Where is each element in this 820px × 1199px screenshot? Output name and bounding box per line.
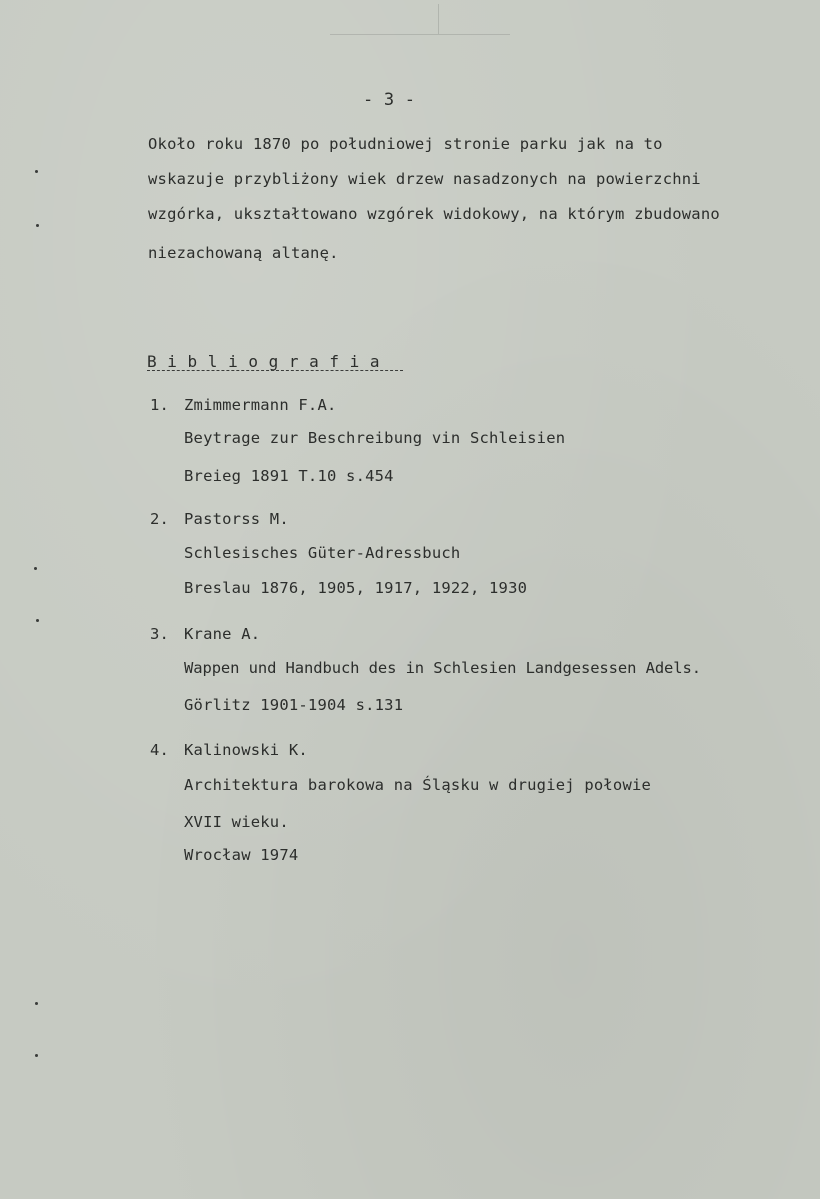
entry-line: Wrocław 1974: [184, 846, 299, 864]
entry-line: Schlesisches Güter-Adressbuch: [184, 544, 461, 562]
paragraph-line: Około roku 1870 po południowej stronie parku jak na to: [148, 135, 663, 153]
entry-number: 2.: [150, 510, 170, 528]
margin-dot: [34, 567, 37, 570]
entry-author: Krane A.: [184, 625, 261, 643]
entry-line: Breslau 1876, 1905, 1917, 1922, 1930: [184, 579, 528, 597]
entry-author: Pastorss M.: [184, 510, 289, 528]
paper-crease-mark: [330, 34, 510, 35]
paragraph-line: niezachowaną altanę.: [148, 244, 339, 262]
entry-line: Architektura barokowa na Śląsku w drugiej połowie: [184, 776, 652, 794]
entry-line: Wappen und Handbuch des in Schlesien Landgesessen Adels.: [184, 659, 701, 677]
entry-number: 3.: [150, 625, 170, 643]
entry-line: XVII wieku.: [184, 813, 289, 831]
paragraph-line: wzgórka, ukształtowano wzgórek widokowy, na którym zbudowano: [148, 205, 720, 223]
margin-dot: [36, 619, 39, 622]
margin-dot: [35, 1054, 38, 1057]
heading-underline: [147, 370, 403, 372]
page-number: - 3 -: [363, 90, 416, 110]
entry-number: 4.: [150, 741, 170, 759]
entry-author: Zmimmermann F.A.: [184, 396, 337, 414]
entry-line: Görlitz 1901-1904 s.131: [184, 696, 404, 714]
margin-dot: [35, 1002, 38, 1005]
margin-dot: [35, 170, 38, 173]
paper-crease-mark: [438, 4, 439, 34]
entry-number: 1.: [150, 396, 170, 414]
entry-line: Beytrage zur Beschreibung vin Schleisien: [184, 429, 566, 447]
margin-dot: [36, 224, 39, 227]
entry-line: Breieg 1891 T.10 s.454: [184, 467, 394, 485]
entry-author: Kalinowski K.: [184, 741, 308, 759]
bibliography-heading: B i b l i o g r a f i a: [147, 352, 381, 371]
paragraph-line: wskazuje przybliżony wiek drzew nasadzonych na powierzchni: [148, 170, 701, 188]
